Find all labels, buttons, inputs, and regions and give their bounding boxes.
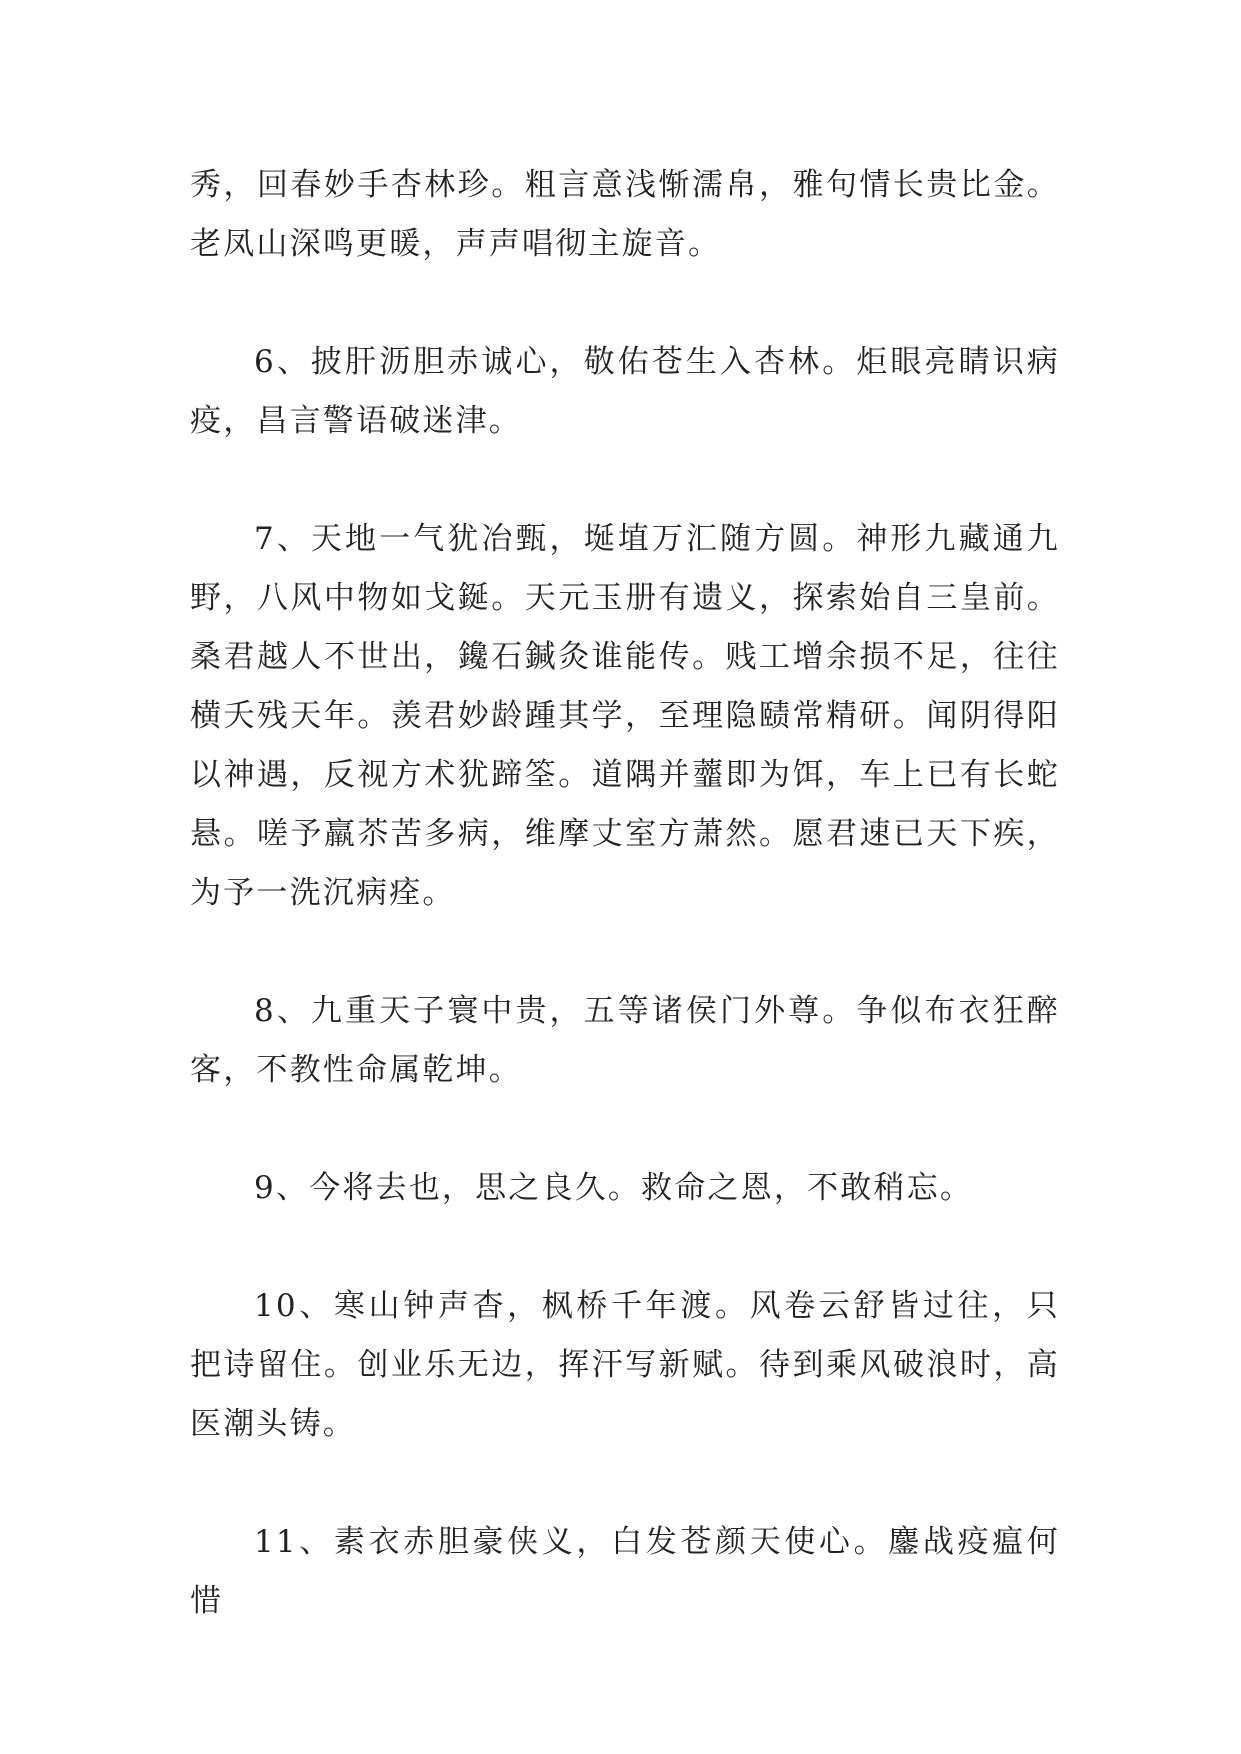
paragraph-6: 6、披肝沥胆赤诚心，敬佑苍生入杏林。炬眼亮睛识病疫，昌言警语破迷津。 xyxy=(190,344,1060,439)
paragraph-11: 11、素衣赤胆豪侠义，白发苍颜天使心。鏖战疫瘟何惜 xyxy=(190,1524,1060,1619)
paragraph-7: 7、天地一气犹冶甄，埏埴万汇随方圆。神形九藏通九野，八风中物如戈鋋。天元玉册有遗义，探索始自三皇前。桑君越人不世出，鑱石鍼灸谁能传。贱工增余损不足，往往横夭残天年。羡君妙龄踵其学，至理隐赜常精研。闻阴得阳以神遇，反视方术犹蹄筌。道隅并虀即为饵，车上已有长蛇悬。嗟予羸苶苦多病，维摩丈室方萧然。愿君速已天下疾，为予一洗沉病痊。 xyxy=(190,521,1060,911)
paragraph-continuation: 秀，回春妙手杏林珍。粗言意浅惭濡帛，雅句情长贵比金。老凤山深鸣更暖，声声唱彻主旋音。 xyxy=(190,167,1060,262)
paragraph-10: 10、寒山钟声杳，枫桥千年渡。风卷云舒皆过往，只把诗留住。创业乐无边，挥汗写新赋。待到乘风破浪时，高医潮头铸。 xyxy=(190,1288,1060,1442)
document-body xyxy=(190,156,1060,1690)
paragraph-8: 8、九重天子寰中贵，五等诸侯门外尊。争似布衣狂醉客，不教性命属乾坤。 xyxy=(190,993,1060,1088)
paragraph-9: 9、今将去也，思之良久。救命之恩，不敢稍忘。 xyxy=(254,1170,974,1206)
